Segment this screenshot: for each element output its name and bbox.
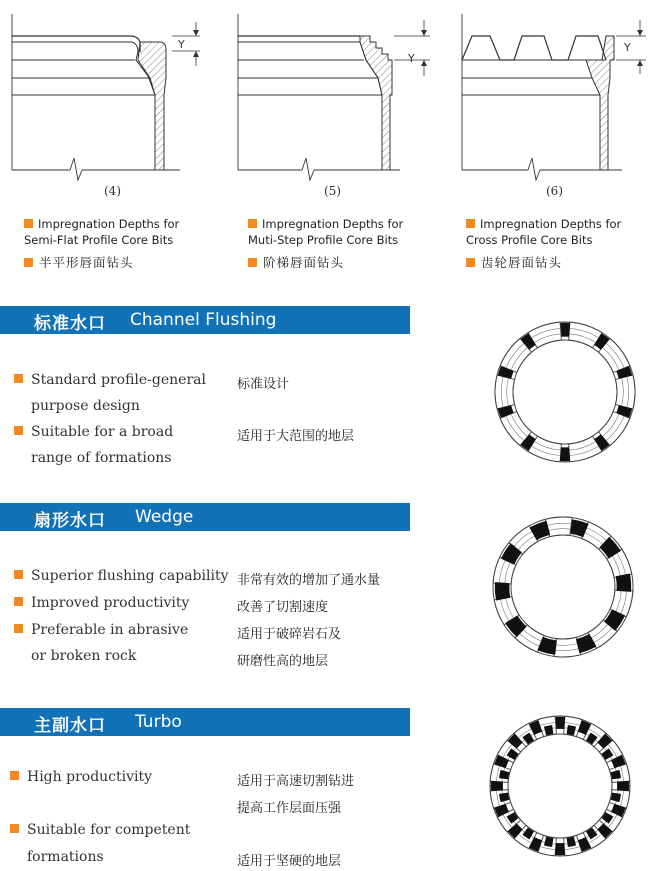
ring-inner-edge	[508, 734, 612, 838]
ring-outer-edge	[490, 716, 630, 856]
profile-caption	[466, 216, 621, 248]
channel-flushing-bit-face	[485, 312, 645, 472]
profile-caption	[24, 216, 179, 248]
feature-en: Suitable for a broad	[31, 424, 174, 440]
waterway-slot	[617, 781, 629, 791]
section-banner	[0, 708, 410, 736]
bullet-square	[248, 219, 257, 228]
bullet-square	[466, 219, 475, 228]
bullet-square	[10, 824, 19, 833]
feature-en: Superior flushing capability	[31, 568, 229, 584]
bullet-square	[14, 624, 23, 633]
feature-en: Preferable in abrasive	[31, 622, 189, 638]
feature-item	[14, 622, 188, 638]
waterway-slot	[616, 574, 631, 592]
bullet-square	[14, 597, 23, 606]
secondary-slot	[567, 726, 575, 735]
feature-cn: 标准设计	[237, 377, 290, 392]
bullet-square	[24, 258, 33, 267]
ring-inner-edge	[513, 340, 617, 444]
caption-line2: Muti-Step Profile Core Bits	[248, 233, 399, 247]
waterway-slot	[555, 717, 565, 729]
profile-number: (4)	[104, 184, 121, 198]
bullet-square	[14, 570, 23, 579]
feature-en: Improved productivity	[31, 595, 190, 611]
dim-label-y: Y	[408, 52, 415, 65]
ring-segment	[495, 375, 515, 409]
waterway-slot	[555, 843, 565, 855]
feature-en-line2: formations	[27, 849, 104, 865]
semi-flat-profile-diagram	[10, 0, 215, 182]
feature-en: Suitable for competent	[27, 822, 191, 838]
section-cn-title: 主副水口	[34, 716, 106, 736]
feature-item	[10, 769, 152, 785]
cn-caption-text: 阶梯唇面钻头	[263, 255, 345, 270]
profile-semi-flat	[10, 0, 215, 290]
section-en-title: Wedge	[135, 507, 194, 527]
multi-step-profile-diagram	[230, 0, 435, 182]
cross-profile-diagram	[452, 0, 650, 182]
feature-cn: 适用于坚硬的地层	[237, 854, 342, 869]
feature-en: High productivity	[27, 769, 153, 785]
profile-cn-caption	[24, 253, 134, 271]
ring-segment	[615, 375, 635, 409]
ring-inner-edge	[511, 535, 615, 639]
secondary-slot	[545, 726, 553, 735]
caption-line1: Impregnation Depths for	[38, 217, 180, 231]
bullet-square	[466, 258, 475, 267]
feature-cn: 适用于高速切割钻进	[237, 774, 355, 789]
bullet-square	[14, 374, 23, 383]
cn-caption-text: 齿轮唇面钻头	[481, 255, 563, 270]
feature-item	[14, 568, 228, 584]
feature-item	[14, 372, 206, 388]
waterway-slot	[560, 323, 570, 337]
dim-label-y: Y	[178, 38, 185, 51]
section-banner	[0, 503, 410, 531]
feature-item	[10, 822, 190, 838]
feature-en-line2: purpose design	[31, 398, 140, 414]
wedge-bit-face	[483, 507, 643, 667]
profile-number: (6)	[546, 184, 563, 198]
bullet-square	[24, 219, 33, 228]
profile-cn-caption	[466, 253, 562, 271]
feature-cn: 改善了切割速度	[237, 600, 329, 615]
profile-cross	[452, 0, 650, 290]
section-cn-title: 扇形水口	[34, 511, 106, 531]
profile-caption	[248, 216, 403, 248]
profile-cn-caption	[248, 253, 344, 271]
secondary-slot	[500, 793, 509, 801]
caption-line1: Impregnation Depths for	[262, 217, 404, 231]
feature-cn: 非常有效的增加了通水量	[237, 573, 381, 588]
feature-en-line2: range of formations	[31, 450, 172, 466]
secondary-slot	[545, 837, 553, 846]
bullet-square	[14, 426, 23, 435]
feature-cn: 适用于破碎岩石及	[237, 627, 342, 642]
section-banner	[0, 306, 410, 334]
bullet-square	[10, 771, 19, 780]
feature-en: Standard profile-general	[31, 372, 206, 388]
secondary-slot	[611, 793, 620, 801]
bullet-square	[248, 258, 257, 267]
feature-cn-line2: 研磨性高的地层	[237, 654, 329, 669]
feature-cn-line2: 提高工作层面压强	[237, 801, 342, 816]
profile-number: (5)	[324, 184, 341, 198]
waterway-slot	[495, 582, 510, 600]
waterway-slot	[560, 447, 570, 461]
secondary-slot	[611, 771, 620, 779]
dim-label-y: Y	[624, 41, 631, 54]
cn-caption-text: 半平形唇面钻头	[39, 255, 134, 270]
profile-multi-step	[230, 0, 435, 290]
section-cn-title: 标准水口	[34, 314, 106, 334]
turbo-bit-face	[480, 706, 640, 866]
feature-item	[14, 595, 189, 611]
feature-en-line2: or broken rock	[31, 648, 137, 664]
caption-line2: Semi-Flat Profile Core Bits	[24, 233, 174, 247]
section-en-title: Channel Flushing	[130, 310, 277, 330]
caption-line2: Cross Profile Core Bits	[466, 233, 593, 247]
caption-line1: Impregnation Depths for	[480, 217, 622, 231]
secondary-slot	[567, 837, 575, 846]
waterway-slot	[491, 781, 503, 791]
secondary-slot	[500, 771, 509, 779]
feature-item	[14, 424, 173, 440]
feature-cn: 适用于大范围的地层	[237, 429, 355, 444]
section-en-title: Turbo	[135, 712, 182, 732]
